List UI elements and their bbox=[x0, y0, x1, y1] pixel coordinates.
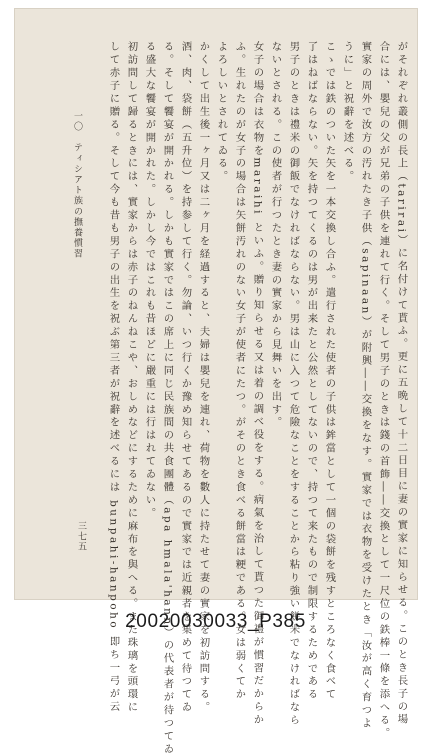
text-column-9: 女子の場合は衣物をmaraihi といふ。贈り知らせる又は着の調べ役をする。病氣を治して貰つた御禮が慣習だからか bbox=[251, 41, 264, 727]
text-column-11: よろしいとされてゐる。 bbox=[215, 41, 228, 184]
text-column-3: 實家の周外で汝方の汚れたき子供（sapinaan）が附興――交換をなす。實家では衣物を受けたとき「汝が高く育つよ bbox=[359, 41, 372, 731]
page-number: 三七五 bbox=[76, 521, 86, 553]
text-column-16: 初訪問して歸るときには、實家からは赤子のねんねこや、おしめなどにするために麻布を與へる。また珠璃を頭環に bbox=[125, 41, 138, 715]
text-column-10: ふ。生れたのが女子の場合は矢餅汚れのない女子が使者にたつ。がそのとき食べる餅當は粳である。女は弱くてか bbox=[233, 41, 246, 702]
text-column-17: して赤子に贈る。そして今も昔も男子の出生を祝ぶ第三者が祝辭を述べるには bunpahi-hanpoho 即ち一弓が云 bbox=[107, 41, 120, 714]
running-head: 一〇 ティシアト族の撫養慣習 bbox=[72, 111, 82, 260]
text-column-4: うに」と祝辭を述べる。 bbox=[341, 41, 354, 184]
text-column-8: ないとされる。この使者が行つたとき妻の實家から見舞いを出す。 bbox=[269, 41, 282, 430]
text-column-12: かくして出生後一ヶ月又は二ヶ月を経過すると、夫婦は嬰兒を連れ、荷物を數人に持たせて妻の實家を初訪問する。 bbox=[197, 41, 210, 715]
text-column-14: る。そして饗宴が開かれる。しかも實家ではこの席上に同じ民族間の共食團體（apa hmala'hann）の代表者が待つてゐ bbox=[161, 41, 174, 756]
text-column-7: 男子のときは禮米の御飯でなければならない。男は山に入つて危險なことをすることから粘り強い餅米でなければなら bbox=[287, 41, 300, 728]
text-column-5: こゝでは鉄のついた矢を一本交換し合ふ。遣行された使者の子供は鉾當として一個の袋餅を残すところなく食べて bbox=[323, 41, 336, 702]
text-column-15: る盛大な饗宴が開かれた。しかし今ではこれも昔ほどに嚴重には行はれてゐない。 bbox=[143, 41, 156, 521]
text-column-1: がそれぞれ叢側の長上（tarirai）に名付けて貰ふ。更に五晩して十二日目に妻の實家に知らせる。このとき長子の場 bbox=[395, 41, 408, 727]
text-column-13: 酒、肉、袋餅（五升位）を持参して行く。勿論、いつ行くか豫め知らせてあるので實家では近親者を集めて待つてゐ bbox=[179, 41, 192, 715]
text-column-6: 了はねばならない。矢を持つてくるのは男が出来たと公然としてないので、持つて来たもので制限するためである bbox=[305, 41, 318, 702]
text-column-2: 合には、嬰兒の父が兄弟の子供を連れて行く。そして男子のときは錢の首飾――交換として一尺位の鉄棒一條を添へる。 bbox=[377, 41, 390, 741]
image-caption-id: 20020030033_P385 bbox=[125, 611, 306, 632]
